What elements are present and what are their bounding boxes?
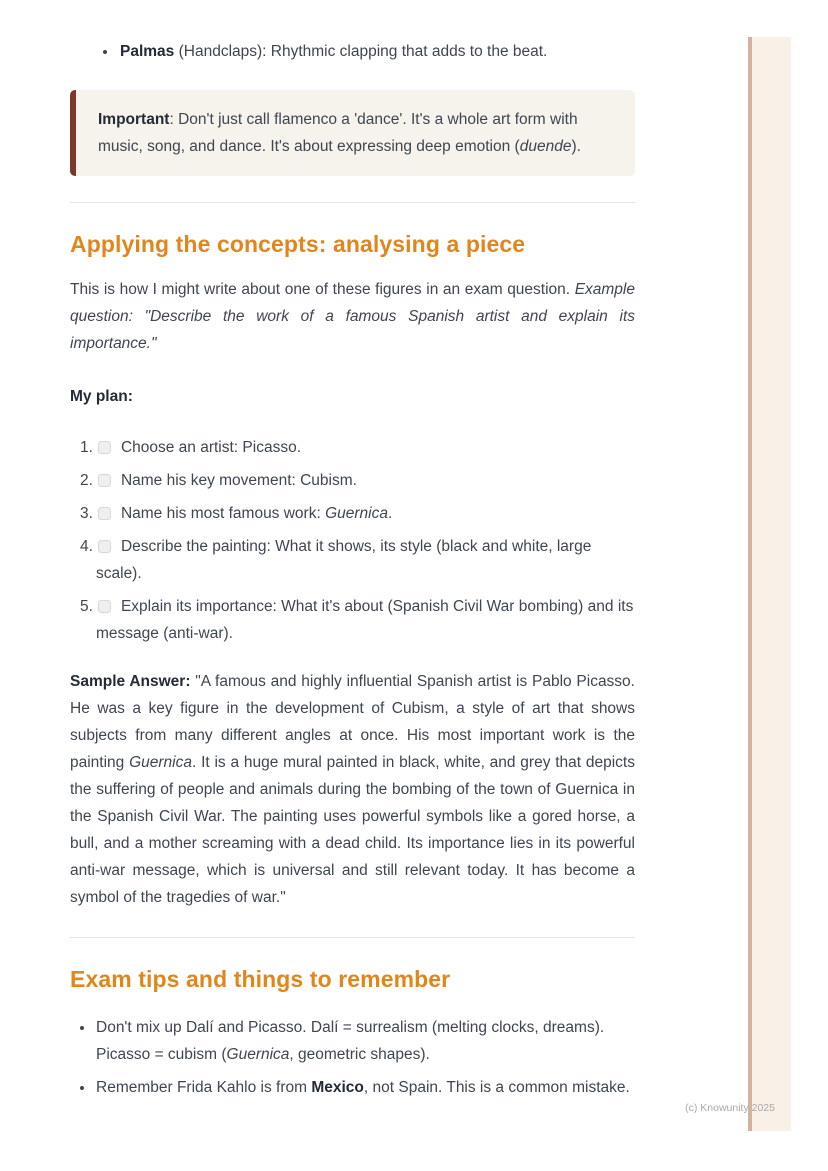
plan-item-2 bbox=[70, 467, 635, 494]
callout-italic-term: duende bbox=[519, 138, 572, 155]
sample-answer-italic-term: Guernica bbox=[129, 754, 192, 771]
instrument-list bbox=[70, 38, 635, 65]
plan-item-text: Explain its importance: What it's about (Spanish Civil War bombing) and its message (anti-war). bbox=[96, 598, 634, 642]
plan-item-text: Describe the painting: What it shows, its style (black and white, large scale). bbox=[96, 538, 592, 582]
plan-item-number: 4. bbox=[80, 538, 93, 555]
section-divider bbox=[70, 202, 635, 203]
page-edge-stripe-band bbox=[752, 37, 791, 1131]
term-palmas: Palmas bbox=[120, 43, 175, 60]
plan-item-text: Name his most famous work: bbox=[120, 505, 326, 522]
plan-item-1 bbox=[70, 434, 635, 461]
list-item-palmas bbox=[118, 38, 635, 65]
tip-text: Don't mix up Dalí and Picasso. Dalí = surrealism (melting clocks, dreams). Picasso = cubism ( bbox=[96, 1019, 605, 1063]
plan-item-number: 1. bbox=[80, 439, 93, 456]
callout-text: : Don't just call flamenco a 'dance'. It's a whole art form with music, song, and dance. It's about expressing deep emotion ( bbox=[98, 111, 578, 155]
plan-item-text: Name his key movement: Cubism. bbox=[120, 472, 357, 489]
checkbox-icon[interactable] bbox=[98, 507, 111, 520]
callout-label: Important bbox=[98, 111, 170, 128]
checkbox-icon[interactable] bbox=[98, 540, 111, 553]
plan-item-number: 3. bbox=[80, 505, 93, 522]
sample-answer-text-2: . It is a huge mural painted in black, white, and grey that depicts the suffering of people and animals during the bombing of the town of Guernica in the Spanish Civil War. The painting uses powerful symbols like a gored horse, a bull, and a mother screaming with a dead child. Its importance lies in its powerful anti-war message, which is universal and still relevant today. It has become a symbol of the tragedies of war." bbox=[70, 754, 635, 906]
tip-text: Remember Frida Kahlo is from bbox=[96, 1079, 312, 1096]
document-content bbox=[70, 0, 635, 1107]
plan-label: My plan: bbox=[70, 388, 133, 405]
sample-answer-text-1: "A famous and highly influential Spanish artist is Pablo Picasso. He was a key figure in the development of Cubism, a style of art that shows subjects from many different angles at once. His most important work is the painting bbox=[70, 673, 635, 771]
plan-item-3 bbox=[70, 500, 635, 527]
intro-text: This is how I might write about one of these figures in an exam question. bbox=[70, 281, 575, 298]
intro-paragraph bbox=[70, 276, 635, 357]
important-callout bbox=[70, 90, 635, 176]
sample-answer-paragraph bbox=[70, 668, 635, 911]
tip-text-end: , not Spain. This is a common mistake. bbox=[363, 1079, 630, 1096]
checkbox-icon[interactable] bbox=[98, 474, 111, 487]
plan-item-5 bbox=[70, 593, 635, 647]
plan-item-4 bbox=[70, 533, 635, 587]
plan-item-text: Choose an artist: Picasso. bbox=[120, 439, 301, 456]
example-question-text: Example question: "Describe the work of a famous Spanish artist and explain its importance." bbox=[70, 281, 635, 352]
callout-text-end: ). bbox=[571, 138, 581, 155]
plan-list bbox=[70, 434, 635, 647]
section-divider bbox=[70, 937, 635, 938]
tip-item-2 bbox=[95, 1074, 635, 1101]
checkbox-icon[interactable] bbox=[98, 600, 111, 613]
tip-italic-term: Guernica bbox=[226, 1046, 290, 1063]
plan-item-italic: Guernica bbox=[325, 505, 388, 522]
copyright-notice: (c) Knowunity 2025 bbox=[685, 1102, 775, 1114]
list-item-text: (Handclaps): Rhythmic clapping that adds to the beat. bbox=[174, 43, 548, 60]
plan-item-number: 5. bbox=[80, 598, 93, 615]
sample-answer-label: Sample Answer: bbox=[70, 673, 191, 690]
checkbox-icon[interactable] bbox=[98, 441, 111, 454]
tip-text-end: , geometric shapes). bbox=[289, 1046, 430, 1063]
exam-tips-list bbox=[70, 1014, 635, 1101]
plan-item-number: 2. bbox=[80, 472, 93, 489]
section-heading-exam-tips: Exam tips and things to remember bbox=[70, 966, 451, 992]
tip-bold-term: Mexico bbox=[311, 1079, 364, 1096]
plan-item-text-end: . bbox=[388, 505, 393, 522]
tip-item-1 bbox=[95, 1014, 635, 1068]
section-heading-applying-concepts: Applying the concepts: analysing a piece bbox=[70, 231, 526, 257]
